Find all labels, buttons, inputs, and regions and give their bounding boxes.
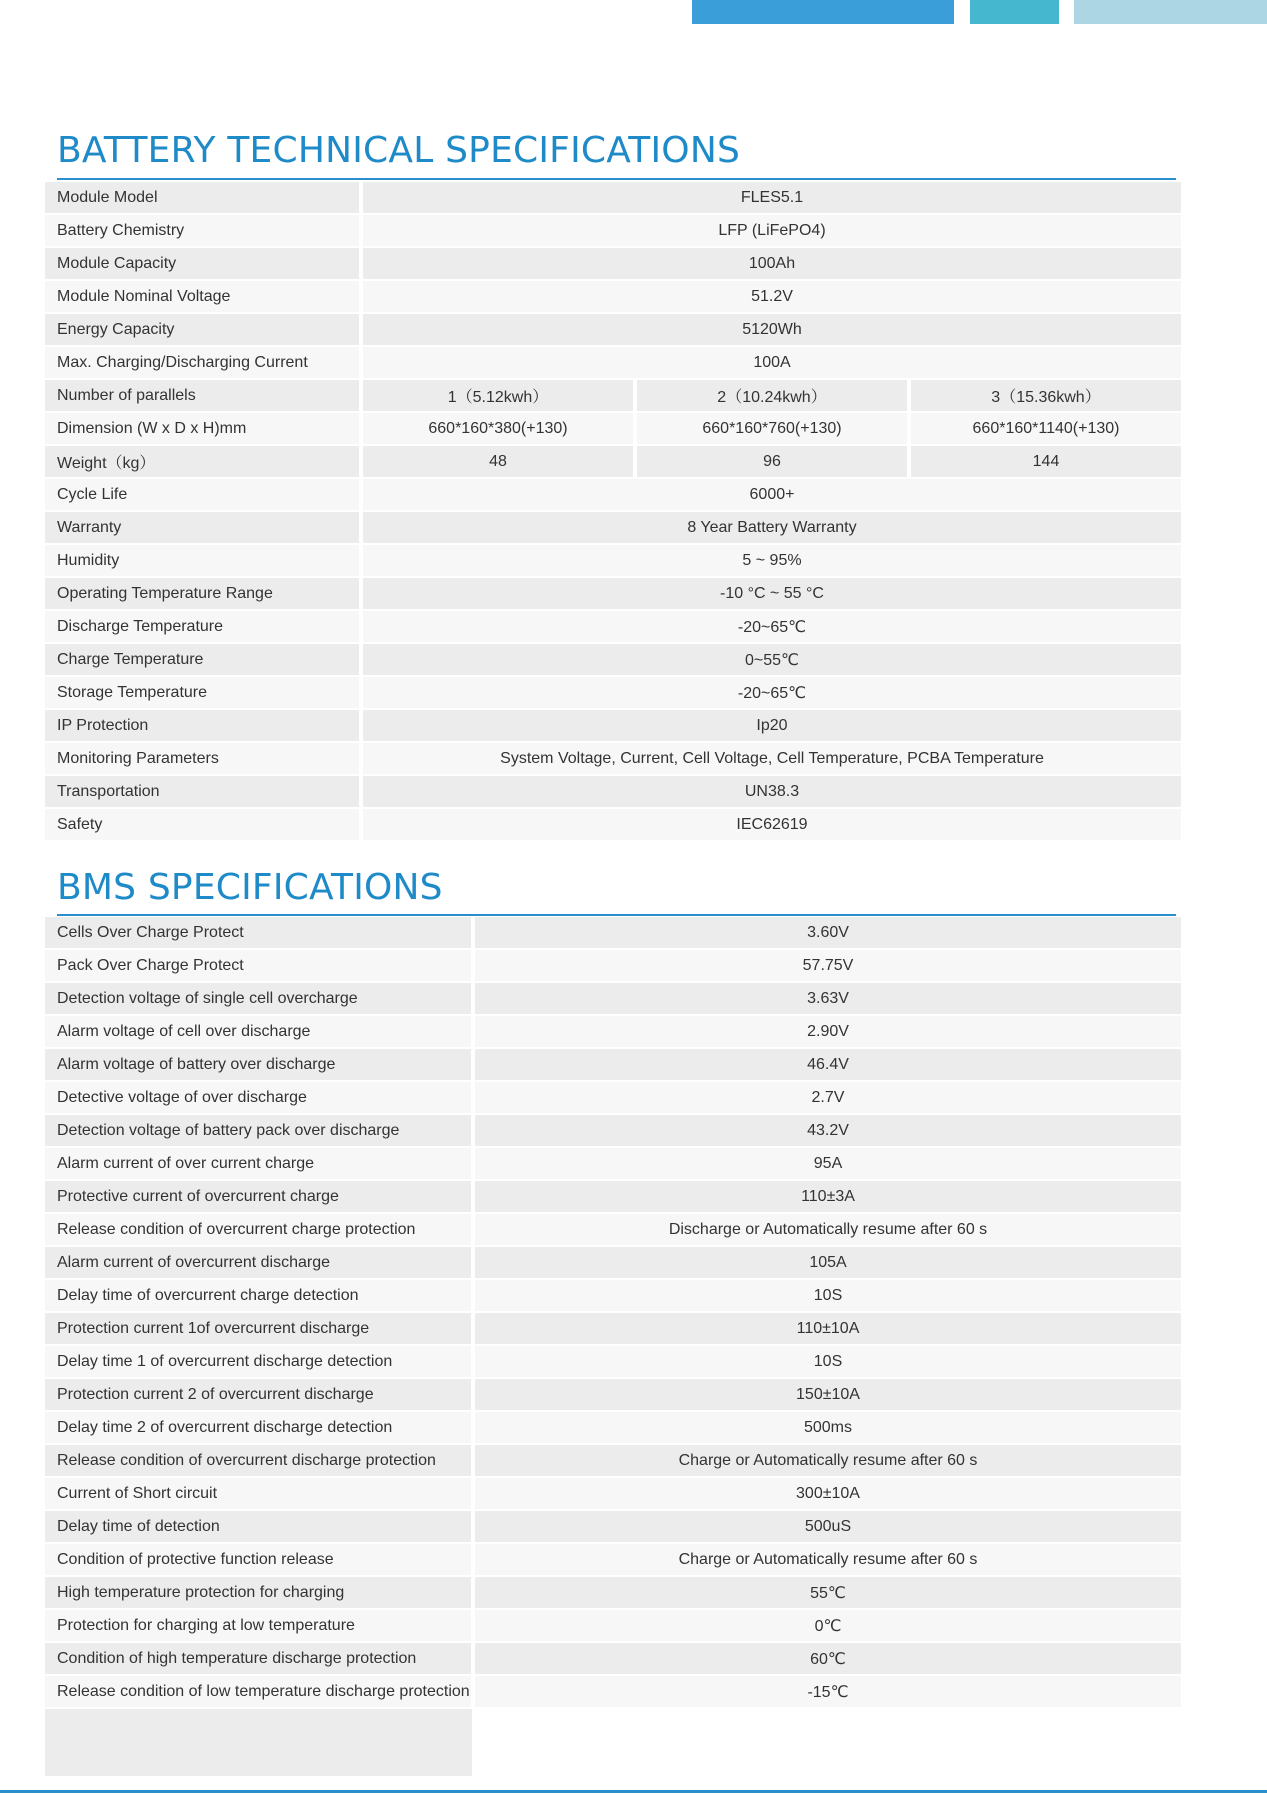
table-row (45, 1016, 1181, 1049)
spec-label: Energy Capacity (45, 314, 359, 345)
spec-label: Delay time 1 of overcurrent discharge detection (45, 1346, 471, 1377)
table-row (45, 182, 1181, 215)
spec-value: 150±10A (475, 1379, 1181, 1410)
spec-value: 3.63V (475, 983, 1181, 1014)
table-row (45, 1049, 1181, 1082)
spec-label: Discharge Temperature (45, 611, 359, 642)
spec-label: Condition of high temperature discharge protection (45, 1643, 471, 1674)
spec-value: System Voltage, Current, Cell Voltage, Cell Temperature, PCBA Temperature (363, 743, 1181, 774)
table-row (45, 347, 1181, 380)
battery-spec-table (45, 182, 1181, 842)
spec-label: Humidity (45, 545, 359, 576)
spec-label: Condition of protective function release (45, 1544, 471, 1575)
spec-label: Module Model (45, 182, 359, 213)
spec-label: Warranty (45, 512, 359, 543)
spec-value: 144 (911, 446, 1181, 477)
spec-label: Cycle Life (45, 479, 359, 510)
spec-value: 43.2V (475, 1115, 1181, 1146)
spec-label: Detection voltage of battery pack over discharge (45, 1115, 471, 1146)
table-row (45, 644, 1181, 677)
spec-value: 3.60V (475, 917, 1181, 948)
spec-label: Detection voltage of single cell overcharge (45, 983, 471, 1014)
spec-label: Charge Temperature (45, 644, 359, 675)
spec-value: UN38.3 (363, 776, 1181, 807)
table-row (45, 1379, 1181, 1412)
spec-value: FLES5.1 (363, 182, 1181, 213)
spec-value: 5 ~ 95% (363, 545, 1181, 576)
spec-value: 2.7V (475, 1082, 1181, 1113)
header-accent-bar-2 (970, 0, 1059, 24)
table-row (45, 380, 1181, 413)
table-row (45, 1313, 1181, 1346)
spec-value: 46.4V (475, 1049, 1181, 1080)
table-row (45, 1610, 1181, 1643)
spec-value: 96 (637, 446, 907, 477)
table-row (45, 743, 1181, 776)
table-row (45, 578, 1181, 611)
table-row (45, 710, 1181, 743)
spec-label: High temperature protection for charging (45, 1577, 471, 1608)
spec-value: 0℃ (475, 1610, 1181, 1641)
table-footer-block (45, 1709, 472, 1776)
spec-value: 100Ah (363, 248, 1181, 279)
spec-value: 500uS (475, 1511, 1181, 1542)
spec-label: IP Protection (45, 710, 359, 741)
table-row (45, 983, 1181, 1016)
spec-label: Max. Charging/Discharging Current (45, 347, 359, 378)
spec-label: Current of Short circuit (45, 1478, 471, 1509)
spec-label: Alarm current of overcurrent discharge (45, 1247, 471, 1278)
table-row (45, 1247, 1181, 1280)
table-row (45, 809, 1181, 842)
spec-value: Ip20 (363, 710, 1181, 741)
table-row (45, 446, 1181, 479)
table-row (45, 1445, 1181, 1478)
table-row (45, 1544, 1181, 1577)
spec-value: 6000+ (363, 479, 1181, 510)
table-row (45, 1676, 1181, 1709)
spec-value: 55℃ (475, 1577, 1181, 1608)
footer-rule (0, 1790, 1267, 1793)
table-row (45, 611, 1181, 644)
spec-value: -20~65℃ (363, 611, 1181, 642)
table-row (45, 1115, 1181, 1148)
table-row (45, 776, 1181, 809)
table-row (45, 1214, 1181, 1247)
spec-value: Charge or Automatically resume after 60 s (475, 1544, 1181, 1575)
table-row (45, 677, 1181, 710)
spec-value: 48 (363, 446, 633, 477)
bms-spec-table (45, 917, 1181, 1709)
table-row (45, 1511, 1181, 1544)
table-row (45, 1181, 1181, 1214)
spec-label: Release condition of low temperature discharge protection (45, 1676, 471, 1707)
table-row (45, 479, 1181, 512)
spec-label: Delay time of detection (45, 1511, 471, 1542)
spec-label: Delay time of overcurrent charge detection (45, 1280, 471, 1311)
spec-value: 660*160*380(+130) (363, 413, 633, 444)
table-row (45, 512, 1181, 545)
table-row (45, 1148, 1181, 1181)
spec-label: Operating Temperature Range (45, 578, 359, 609)
spec-value: 110±10A (475, 1313, 1181, 1344)
bms-spec-title: BMS SPECIFICATIONS (57, 867, 443, 908)
table-row (45, 1577, 1181, 1610)
spec-label: Storage Temperature (45, 677, 359, 708)
spec-value: Charge or Automatically resume after 60 s (475, 1445, 1181, 1476)
spec-label: Monitoring Parameters (45, 743, 359, 774)
table-row (45, 1346, 1181, 1379)
spec-label: Protective current of overcurrent charge (45, 1181, 471, 1212)
table-row (45, 917, 1181, 950)
spec-value: 51.2V (363, 281, 1181, 312)
spec-label: Protection current 2 of overcurrent discharge (45, 1379, 471, 1410)
spec-label: Protection current 1of overcurrent discharge (45, 1313, 471, 1344)
spec-value: -10 °C ~ 55 °C (363, 578, 1181, 609)
spec-label: Cells Over Charge Protect (45, 917, 471, 948)
spec-value: 60℃ (475, 1643, 1181, 1674)
spec-value: 8 Year Battery Warranty (363, 512, 1181, 543)
spec-label: Alarm voltage of cell over discharge (45, 1016, 471, 1047)
spec-label: Protection for charging at low temperature (45, 1610, 471, 1641)
spec-label: Transportation (45, 776, 359, 807)
table-row (45, 413, 1181, 446)
spec-label: Safety (45, 809, 359, 840)
spec-value: 10S (475, 1280, 1181, 1311)
table-row (45, 281, 1181, 314)
spec-label: Number of parallels (45, 380, 359, 411)
spec-value: 3（15.36kwh） (911, 380, 1181, 411)
spec-label: Battery Chemistry (45, 215, 359, 246)
spec-label: Module Capacity (45, 248, 359, 279)
spec-label: Delay time 2 of overcurrent discharge detection (45, 1412, 471, 1443)
table-row (45, 950, 1181, 983)
battery-spec-title: BATTERY TECHNICAL SPECIFICATIONS (57, 130, 740, 171)
spec-value: 95A (475, 1148, 1181, 1179)
table-row (45, 1478, 1181, 1511)
spec-label: Release condition of overcurrent discharge protection (45, 1445, 471, 1476)
spec-value: 100A (363, 347, 1181, 378)
spec-value: IEC62619 (363, 809, 1181, 840)
spec-value: 660*160*760(+130) (637, 413, 907, 444)
table-row (45, 314, 1181, 347)
spec-value: 0~55℃ (363, 644, 1181, 675)
header-accent-bar-1 (692, 0, 954, 24)
spec-label: Alarm current of over current charge (45, 1148, 471, 1179)
spec-label: Weight（kg） (45, 446, 359, 477)
spec-label: Dimension (W x D x H)mm (45, 413, 359, 444)
spec-label: Detective voltage of over discharge (45, 1082, 471, 1113)
spec-value: -15℃ (475, 1676, 1181, 1707)
spec-label: Alarm voltage of battery over discharge (45, 1049, 471, 1080)
spec-label: Module Nominal Voltage (45, 281, 359, 312)
spec-value: -20~65℃ (363, 677, 1181, 708)
table-row (45, 1280, 1181, 1313)
table-row (45, 215, 1181, 248)
spec-value: Discharge or Automatically resume after 60 s (475, 1214, 1181, 1245)
spec-value: 2（10.24kwh） (637, 380, 907, 411)
spec-label: Pack Over Charge Protect (45, 950, 471, 981)
spec-value: 105A (475, 1247, 1181, 1278)
table-row (45, 1082, 1181, 1115)
battery-title-underline (57, 178, 1176, 180)
spec-value: 660*160*1140(+130) (911, 413, 1181, 444)
table-row (45, 1412, 1181, 1445)
spec-label: Release condition of overcurrent charge protection (45, 1214, 471, 1245)
spec-value: 2.90V (475, 1016, 1181, 1047)
spec-value: 10S (475, 1346, 1181, 1377)
spec-value: LFP (LiFePO4) (363, 215, 1181, 246)
spec-value: 110±3A (475, 1181, 1181, 1212)
table-row (45, 248, 1181, 281)
table-row (45, 1643, 1181, 1676)
spec-value: 1（5.12kwh） (363, 380, 633, 411)
spec-value: 500ms (475, 1412, 1181, 1443)
spec-value: 57.75V (475, 950, 1181, 981)
spec-value: 5120Wh (363, 314, 1181, 345)
table-row (45, 545, 1181, 578)
spec-value: 300±10A (475, 1478, 1181, 1509)
bms-title-underline (57, 914, 1176, 916)
header-accent-bar-3 (1074, 0, 1267, 24)
